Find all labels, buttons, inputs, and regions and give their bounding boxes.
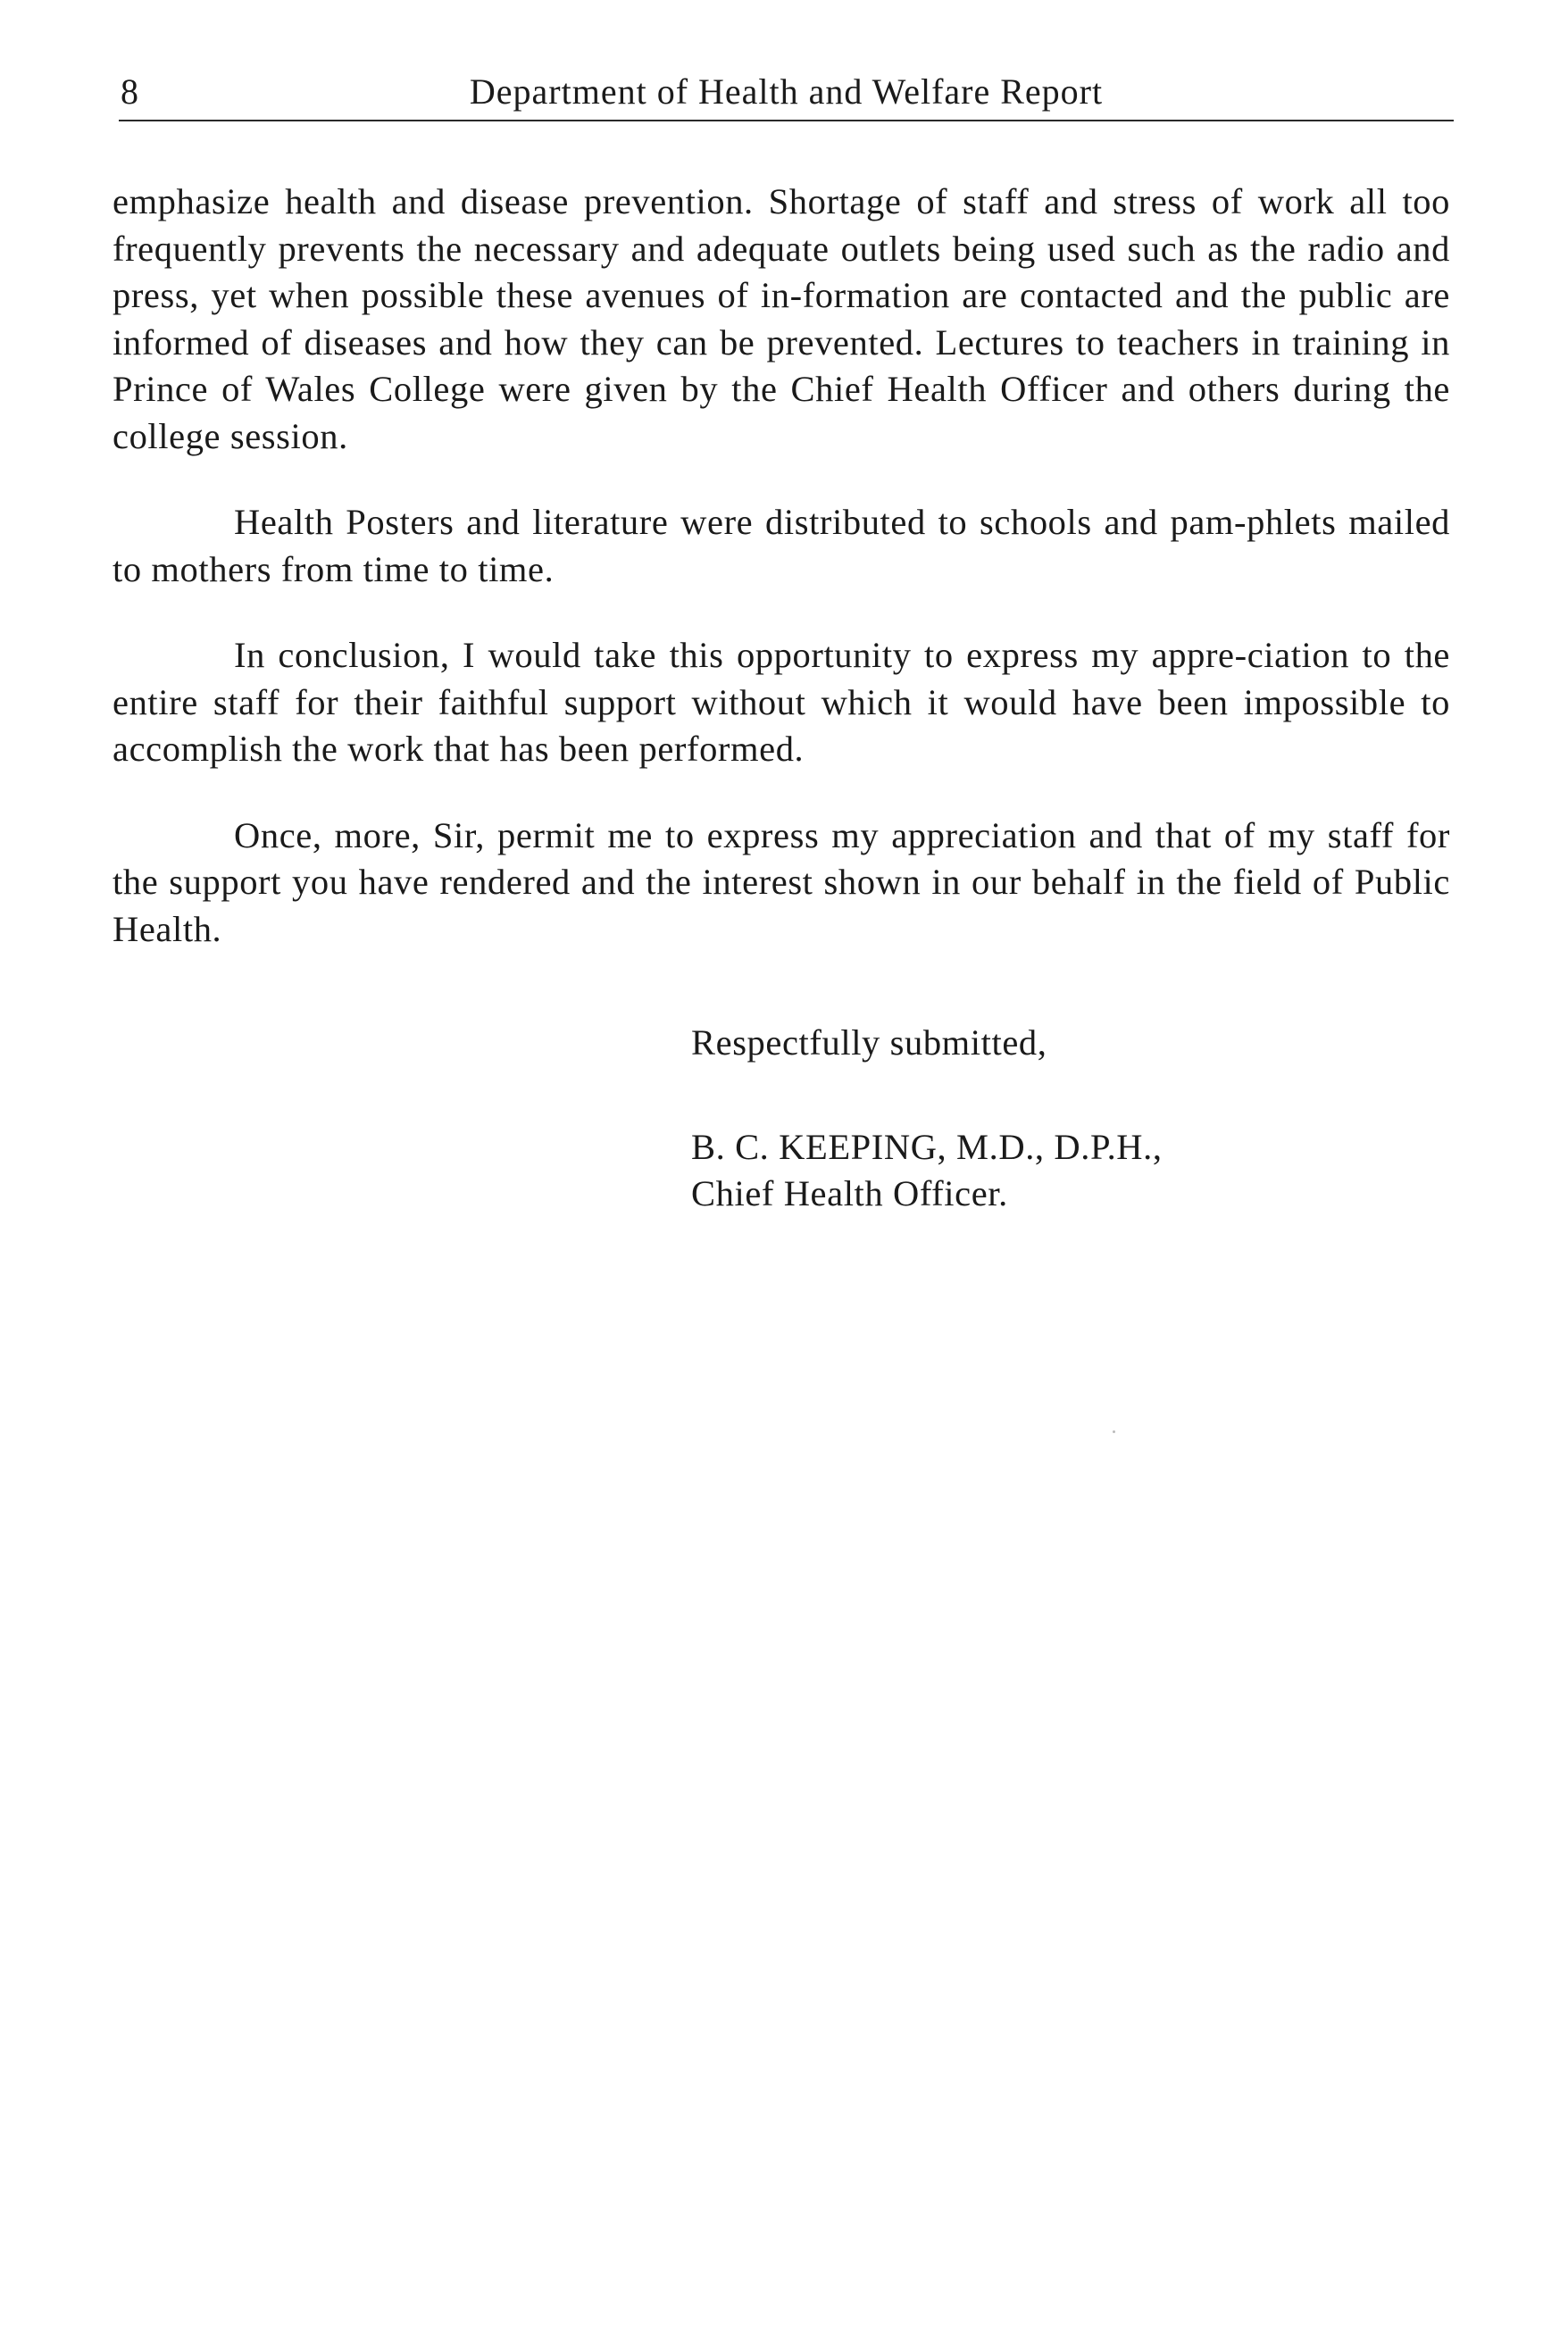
paragraph: In conclusion, I would take this opportunity to express my appre-ciation to the entire staff for their faithful support without which it would have been impossible to accomplish the work that has been performed. bbox=[113, 635, 1450, 769]
closing-salutation: Respectfully submitted, bbox=[691, 1022, 1047, 1063]
signatory-title: Chief Health Officer. bbox=[691, 1173, 1008, 1213]
body-text bbox=[113, 179, 1450, 992]
signatory-name: B. C. KEEPING, M.D., D.P.H., bbox=[691, 1126, 1163, 1167]
signature-block bbox=[691, 1020, 1163, 1218]
page-header bbox=[119, 70, 1454, 121]
page-number: 8 bbox=[121, 71, 138, 112]
paragraph: Once, more, Sir, permit me to express my appreciation and that of my staff for the support you have rendered and the interest shown in our behalf in the field of Public Health. bbox=[113, 814, 1450, 949]
paragraph: emphasize health and disease prevention. Shortage of staff and stress of work all too frequently prevents the necessary and adequate outlets being used such as the radio and press, yet when possible these avenues of in-formation are contacted and the public are informed of diseases and how they can be prevented. Lectures to teachers in training in Prince of Wales College were given by the Chief Health Officer and others during the college session. bbox=[113, 181, 1450, 456]
scan-speck bbox=[1113, 1430, 1115, 1433]
paragraph: Health Posters and literature were distributed to schools and pam-phlets mailed to mothers from time to time. bbox=[113, 502, 1450, 589]
running-head: Department of Health and Welfare Report bbox=[469, 71, 1104, 112]
